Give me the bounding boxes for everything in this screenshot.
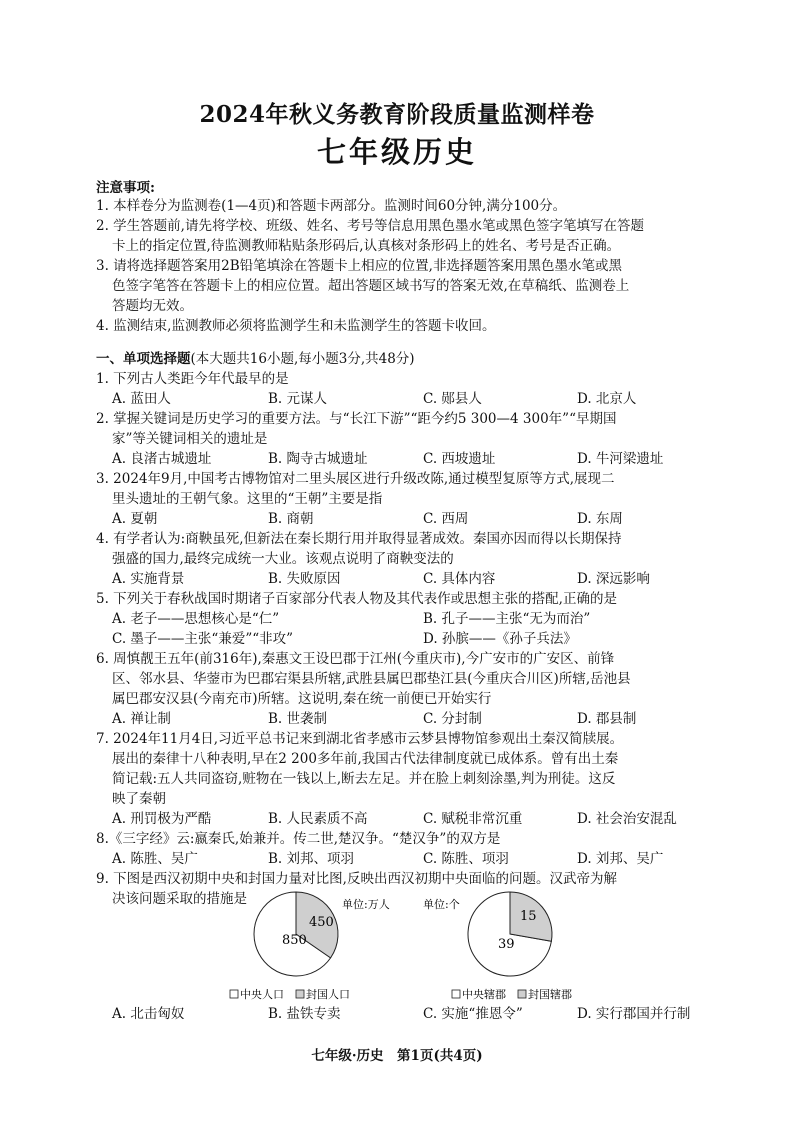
option-c: C. 分封制 xyxy=(423,711,482,727)
legend-label-fief-population: 封国人口 xyxy=(306,988,350,1001)
question-stem: 6. 周慎靓王五年(前316年),秦惠文王设巴郡于江州(今重庆市),今广安市的广安区、前锋 xyxy=(96,651,615,667)
question-stem: 4. 有学者认为:商鞅虽死,但新法在秦长期行用并取得显著成效。秦国亦因而得以长期保持 xyxy=(96,531,622,547)
page-footer: 七年级·历史 第1页(共4页) xyxy=(311,1048,483,1064)
option-d: D. 郡县制 xyxy=(577,711,637,727)
option-c: C. 实施“推恩令” xyxy=(423,1006,523,1022)
option-a: A. 夏朝 xyxy=(112,511,158,527)
option-b: B. 商朝 xyxy=(268,511,314,527)
question-stem: 家”等关键词相关的遗址是 xyxy=(112,431,268,447)
notice-line: 4. 监测结束,监测教师必须将监测学生和未监测学生的答题卡收回。 xyxy=(96,318,496,334)
option-a: A. 蓝田人 xyxy=(112,391,171,407)
option-b: B. 刘邦、项羽 xyxy=(268,851,355,867)
legend-swatch-fief-commanderies xyxy=(518,990,526,998)
pie-label-fief-commanderies: 15 xyxy=(520,909,537,924)
option-d: D. 牛河梁遗址 xyxy=(577,451,664,467)
option-c: C. 墨子——主张“兼爱”“非攻” xyxy=(112,631,294,647)
question-stem: 强盛的国力,最终完成统一大业。该观点说明了商鞅变法的 xyxy=(112,551,454,567)
option-c: C. 西周 xyxy=(423,511,469,527)
option-d: D. 北京人 xyxy=(577,391,637,407)
option-b: B. 元谋人 xyxy=(268,391,328,407)
question-stem: 1. 下列古人类距今年代最早的是 xyxy=(96,371,289,387)
option-c: C. 郧县人 xyxy=(423,391,482,407)
question-stem: 简记载:五人共同盗窃,赃物在一钱以上,断去左足。并在脸上刺刻涂墨,判为刑徒。这反 xyxy=(112,771,616,787)
exam-title: 2024年秋义务教育阶段质量监测样卷 xyxy=(199,101,595,128)
notice-heading: 注意事项: xyxy=(96,180,155,196)
question-stem: 9. 下图是西汉初期中央和封国力量对比图,反映出西汉初期中央面临的问题。汉武帝为解 xyxy=(96,871,617,887)
question-stem: 展出的秦律十八种表明,早在2 200多年前,我国古代法律制度就已成体系。曾有出土秦 xyxy=(112,751,619,767)
question-stem: 8.《三字经》云:嬴秦氏,始兼并。传二世,楚汉争。“楚汉争”的双方是 xyxy=(96,831,501,847)
option-d: D. 社会治安混乱 xyxy=(577,811,677,827)
pie-unit-commanderies: 单位:个 xyxy=(423,898,460,911)
option-a: A. 北击匈奴 xyxy=(112,1006,185,1022)
question-stem: 区、邻水县、华蓥市为巴郡宕渠县所辖,武胜县属巴郡垫江县(今重庆合川区)所辖,岳池县 xyxy=(112,671,631,687)
pie-legend-commanderies xyxy=(452,987,572,1001)
option-b: B. 世袭制 xyxy=(268,711,328,727)
option-b: B. 陶寺古城遗址 xyxy=(268,451,368,467)
option-a: A. 禅让制 xyxy=(112,711,171,727)
legend-label-central-commanderies: 中央辖郡 xyxy=(462,988,506,1001)
option-a: A. 刑罚极为严酷 xyxy=(112,811,212,827)
question-stem: 映了秦朝 xyxy=(112,791,166,807)
question-stem: 决该问题采取的措施是 xyxy=(112,891,247,907)
pie-legend-population xyxy=(230,987,350,1001)
option-d: D. 实行郡国并行制 xyxy=(577,1006,691,1022)
legend-swatch-fief-population xyxy=(296,990,304,998)
section-title: 一、单项选择题 xyxy=(96,351,191,367)
section-heading xyxy=(96,349,415,369)
pie-chart-commanderies xyxy=(468,892,552,976)
option-c: C. 陈胜、项羽 xyxy=(423,851,509,867)
pie-unit-population: 单位:万人 xyxy=(342,898,390,911)
question-stem: 里头遗址的王朝气象。这里的“王朝”主要是指 xyxy=(112,491,383,507)
question-stem: 7. 2024年11月4日,习近平总书记来到湖北省孝感市云梦县博物馆参观出土秦汉简牍展。 xyxy=(96,731,624,747)
option-c: C. 西坡遗址 xyxy=(423,451,496,467)
pie-label-central-population: 850 xyxy=(282,933,307,948)
option-a: A. 老子——思想核心是“仁” xyxy=(112,611,280,627)
option-b: B. 孔子——主张“无为而治” xyxy=(423,611,591,627)
option-a: A. 实施背景 xyxy=(112,571,185,587)
option-b: B. 失败原因 xyxy=(268,571,341,587)
pie-label-fief-population: 450 xyxy=(309,915,334,930)
subject-title: 七年级历史 xyxy=(316,135,477,169)
pie-chart-population xyxy=(254,892,338,976)
legend-label-central-population: 中央人口 xyxy=(240,988,284,1001)
notice-line: 答题均无效。 xyxy=(112,298,193,314)
legend-swatch-central-commanderies xyxy=(452,990,460,998)
legend-label-fief-commanderies: 封国辖郡 xyxy=(528,988,572,1001)
option-a: A. 良渚古城遗址 xyxy=(112,451,212,467)
option-d: D. 东周 xyxy=(577,511,623,527)
option-d: D. 深远影响 xyxy=(577,571,650,587)
question-stem: 属巴郡安汉县(今南充市)所辖。这说明,秦在统一前便已开始实行 xyxy=(112,691,492,707)
option-c: C. 具体内容 xyxy=(423,571,496,587)
option-d: D. 刘邦、吴广 xyxy=(577,851,664,867)
pie-label-central-commanderies: 39 xyxy=(498,937,515,952)
question-stem: 2. 掌握关键词是历史学习的重要方法。与“长江下游”“距今约5 300—4 300年”“早期国 xyxy=(96,411,617,427)
notice-line: 2. 学生答题前,请先将学校、班级、姓名、考号等信息用黑色墨水笔或黑色签字笔填写在答题 xyxy=(96,218,644,234)
question-stem: 3. 2024年9月,中国考古博物馆对二里头展区进行升级改陈,通过模型复原等方式,展现二 xyxy=(96,471,615,487)
option-c: C. 赋税非常沉重 xyxy=(423,811,523,827)
section-desc: (本大题共16小题,每小题3分,共48分) xyxy=(190,351,415,367)
notice-line: 3. 请将选择题答案用2B铅笔填涂在答题卡上相应的位置,非选择题答案用黑色墨水笔或黑 xyxy=(96,258,622,274)
notice-line: 1. 本样卷分为监测卷(1—4页)和答题卡两部分。监测时间60分钟,满分100分。 xyxy=(96,198,567,214)
option-d: D. 孙膑——《孙子兵法》 xyxy=(423,631,577,647)
notice-line: 色签字笔答在答题卡上的相应位置。超出答题区域书写的答案无效,在草稿纸、监测卷上 xyxy=(112,278,630,294)
question-stem: 5. 下列关于春秋战国时期诸子百家部分代表人物及其代表作或思想主张的搭配,正确的是 xyxy=(96,591,617,607)
option-a: A. 陈胜、吴广 xyxy=(112,851,198,867)
option-b: B. 人民素质不高 xyxy=(268,811,368,827)
option-b: B. 盐铁专卖 xyxy=(268,1006,341,1022)
legend-swatch-central-population xyxy=(230,990,238,998)
notice-line: 卡上的指定位置,待监测教师粘贴条形码后,认真核对条形码上的姓名、考号是否正确。 xyxy=(112,238,621,254)
pie-charts xyxy=(220,886,600,1014)
